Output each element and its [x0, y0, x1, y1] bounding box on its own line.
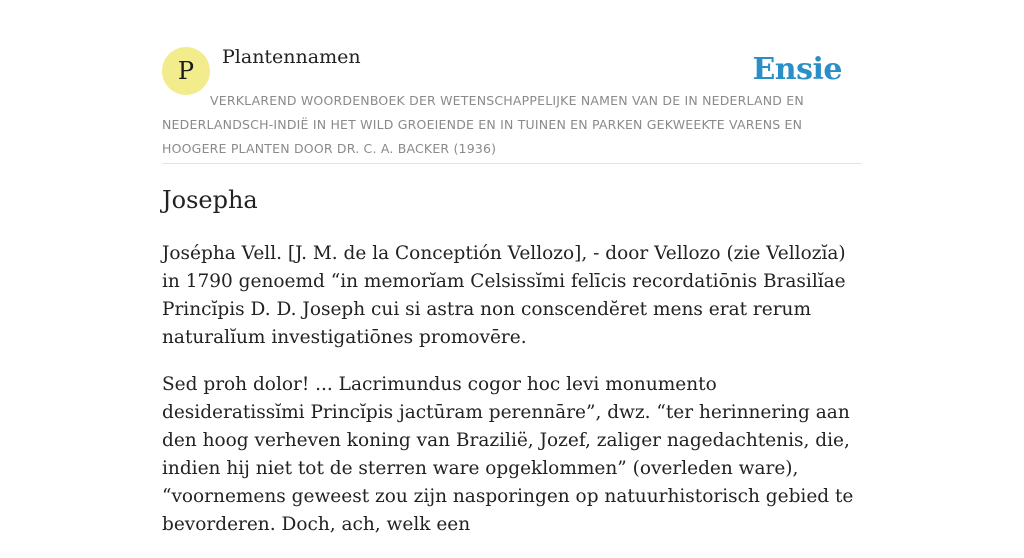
logo-letter: P [177, 57, 195, 85]
ensie-logo-link[interactable]: Ensie [752, 52, 842, 87]
entry-paragraph: Josépha Vell. [J. M. de la Conceptión Vellozo], - door Vellozo (zie Vellozĭa) in 1790 genoemd “in memorĭam Celsissĭmi felīcis recordatiōnis Brasilĭae Princĭpis D. D. Joseph cui si astra non conscendĕret mens erat rerum naturalĭum investigatiōnes promovēre. [162, 243, 846, 348]
dictionary-subtitle: VERKLAREND WOORDENBOEK DER WETENSCHAPPELIJKE NAMEN VAN DE IN NEDERLAND EN NEDERLANDSCH-INDIË IN HET WILD GROEIENDE EN IN TUINEN EN PARKEN GEKWEEKTE VARENS EN HOOGERE PLANTEN DOOR DR. C. A. BACKER (1936) [162, 93, 804, 156]
entry-paragraph: Sed proh dolor! ... Lacrimundus cogor hoc levi monumento desideratissĭmi Princĭpis jactūram perennāre”, dwz. “ter herinnering aan den hoog verheven koning van Brazilië, Jozef, zaliger nagedachtenis, die, indien hij niet tot de sterren ware opgeklommen” (overleden ware), “voornemens geweest zou zijn nasporingen op natuurhistorisch gebied te bevorderen. Doch, ach, welk een [162, 374, 854, 535]
dictionary-logo[interactable] [162, 47, 210, 95]
page [162, 0, 862, 535]
entry-title: Josepha [162, 186, 258, 214]
header [162, 0, 862, 164]
dictionary-name-link[interactable]: Plantennamen [222, 46, 361, 68]
entry-body [162, 240, 862, 558]
